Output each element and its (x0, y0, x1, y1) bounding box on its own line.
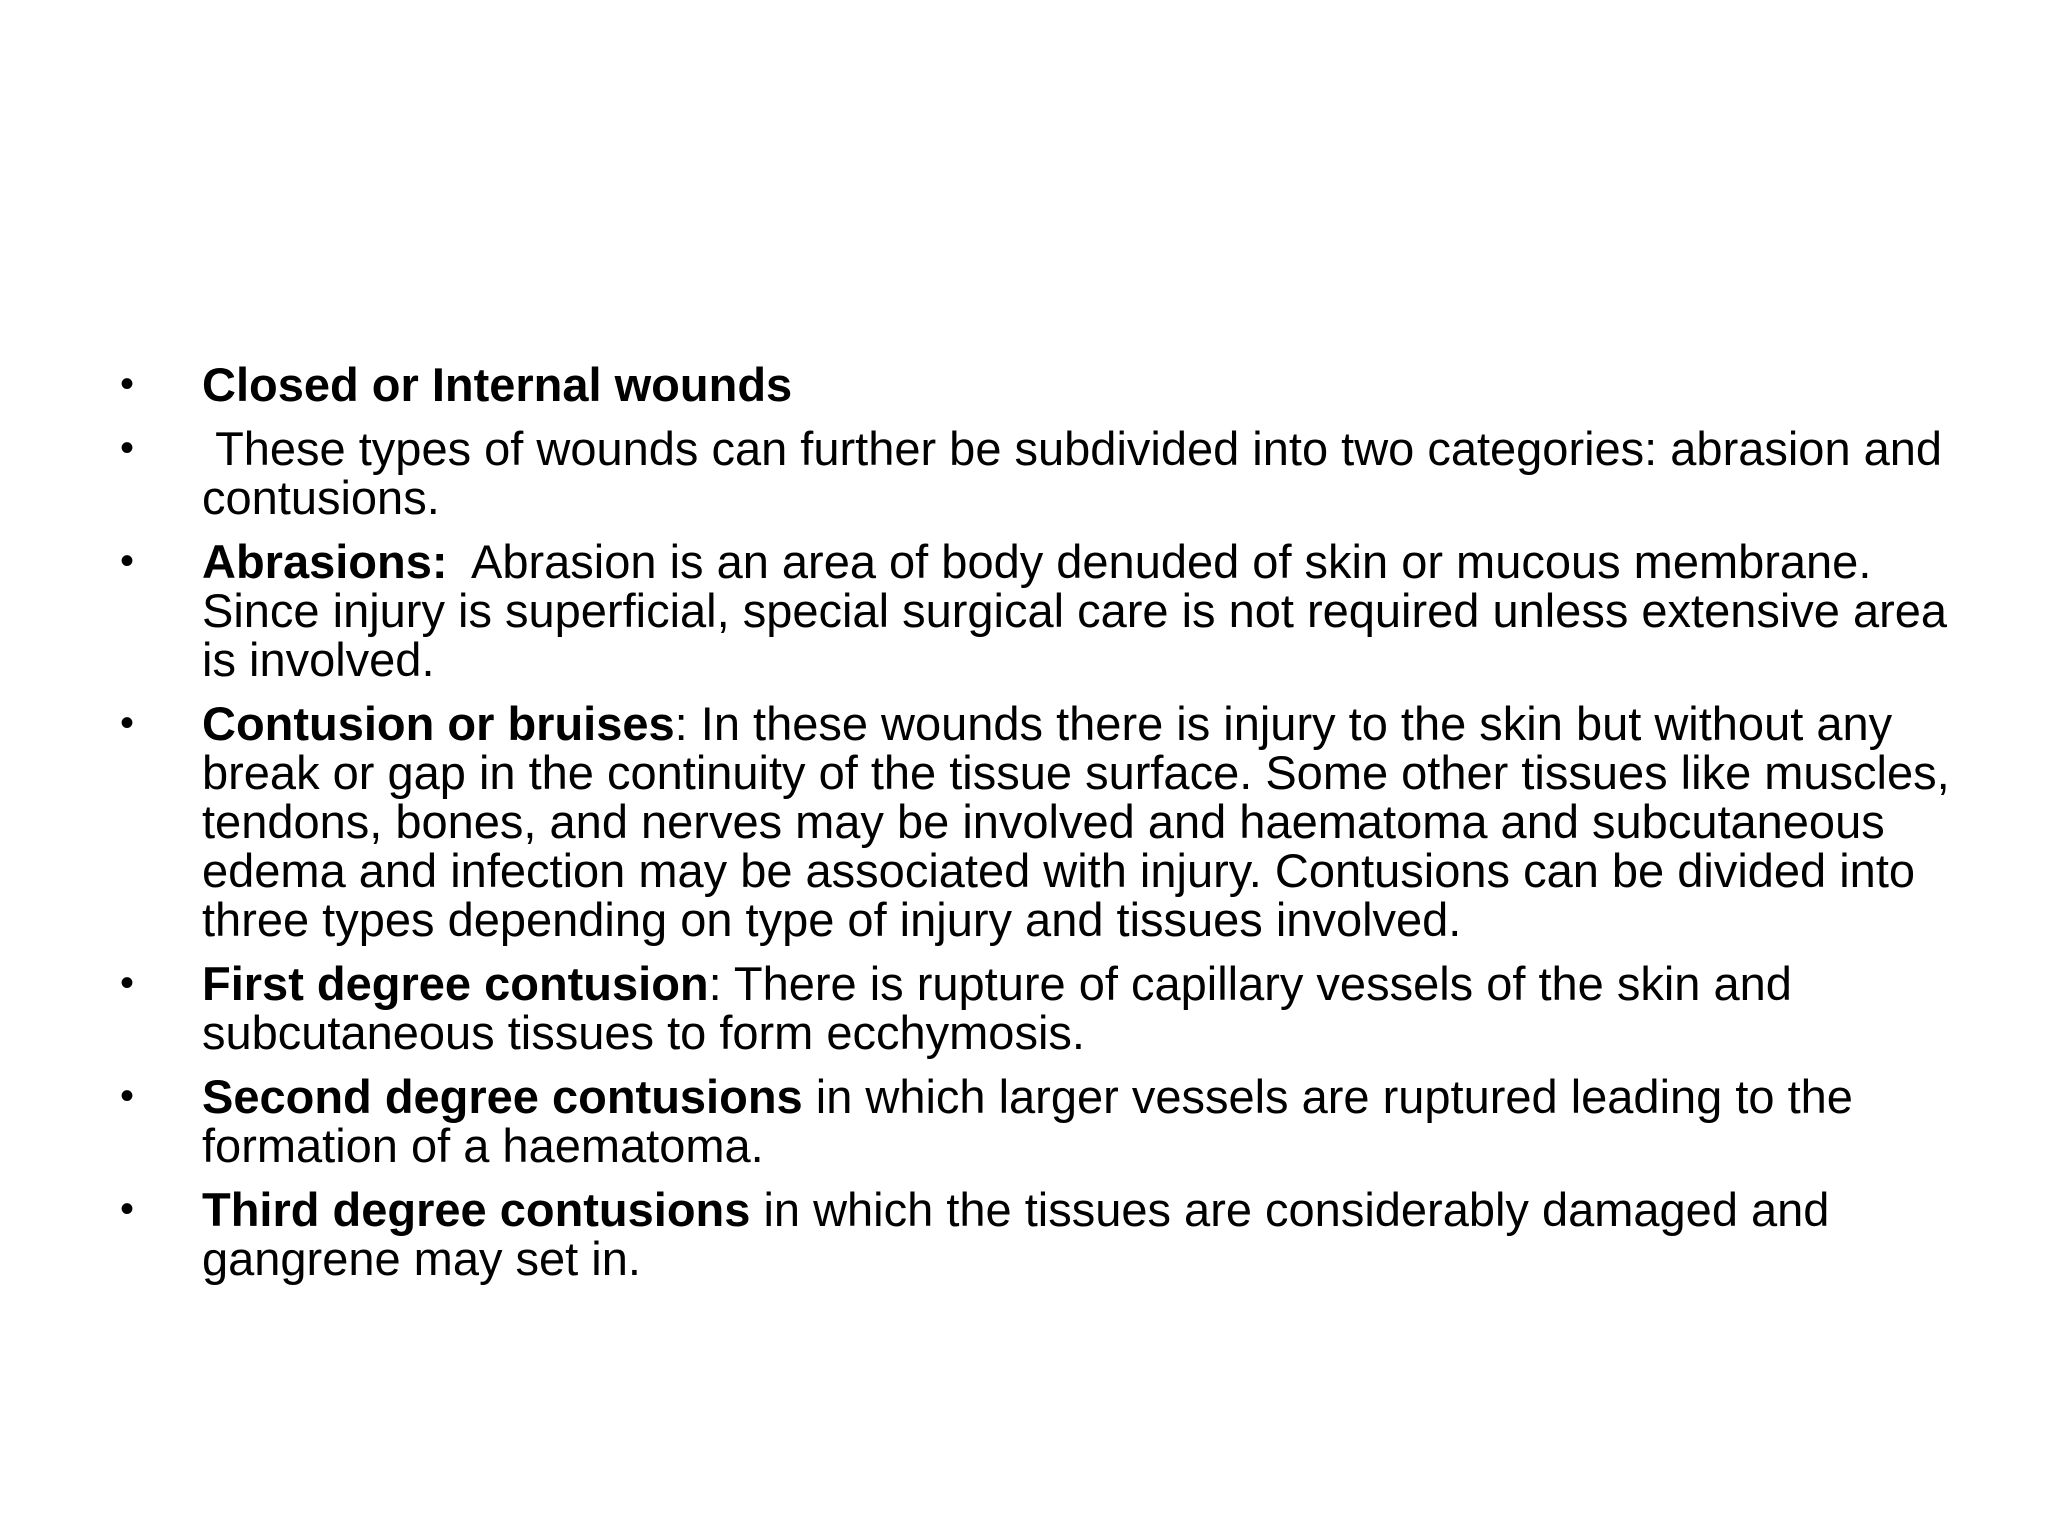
bullet-marker: • (120, 1074, 135, 1118)
bullet-text: : In these wounds there is injury to the skin but without any break or gap in the continuity of the tissue surface. Some other tissues like muscles, tendons, bones, and nerves may be involved and haematoma and subcutaneous edema and infection may be associated with injury. Contusions can be divided into three types depending on type of injury and tissues involved. (202, 697, 1950, 946)
bullet-item-closed-wounds (120, 360, 1980, 409)
bullet-marker: • (120, 426, 135, 470)
bullet-list (120, 360, 1980, 1298)
bullet-lead: Abrasions: (202, 535, 448, 588)
bullet-lead: First degree contusion (202, 957, 709, 1010)
bullet-item-third-degree (120, 1185, 1980, 1283)
bullet-item-first-degree (120, 959, 1980, 1057)
bullet-lead: Third degree contusions (202, 1183, 751, 1236)
bullet-text: : There is rupture of capillary vessels of the skin and subcutaneous tissues to form ecchymosis. (202, 957, 1792, 1059)
bullet-text: These types of wounds can further be subdivided into two categories: abrasion and contusions. (202, 422, 1956, 524)
bullet-item-contusion (120, 699, 1980, 944)
bullet-lead: Contusion or bruises (202, 697, 675, 750)
bullet-item-categories (120, 424, 1980, 522)
bullet-text: Abrasion is an area of body denuded of skin or mucous membrane. Since injury is superficial, special surgical care is not required unless extensive area is involved. (202, 535, 1961, 686)
bullet-lead: Second degree contusions (202, 1070, 803, 1123)
bullet-item-abrasions (120, 537, 1980, 684)
bullet-marker: • (120, 1187, 135, 1231)
bullet-marker: • (120, 362, 135, 406)
bullet-marker: • (120, 701, 135, 745)
bullet-text: in which the tissues are considerably damaged and gangrene may set in. (202, 1183, 1830, 1285)
bullet-marker: • (120, 961, 135, 1005)
bullet-item-second-degree (120, 1072, 1980, 1170)
bullet-text: in which larger vessels are ruptured leading to the formation of a haematoma. (202, 1070, 1853, 1172)
bullet-marker: • (120, 539, 135, 583)
bullet-lead: Closed or Internal wounds (202, 358, 793, 411)
